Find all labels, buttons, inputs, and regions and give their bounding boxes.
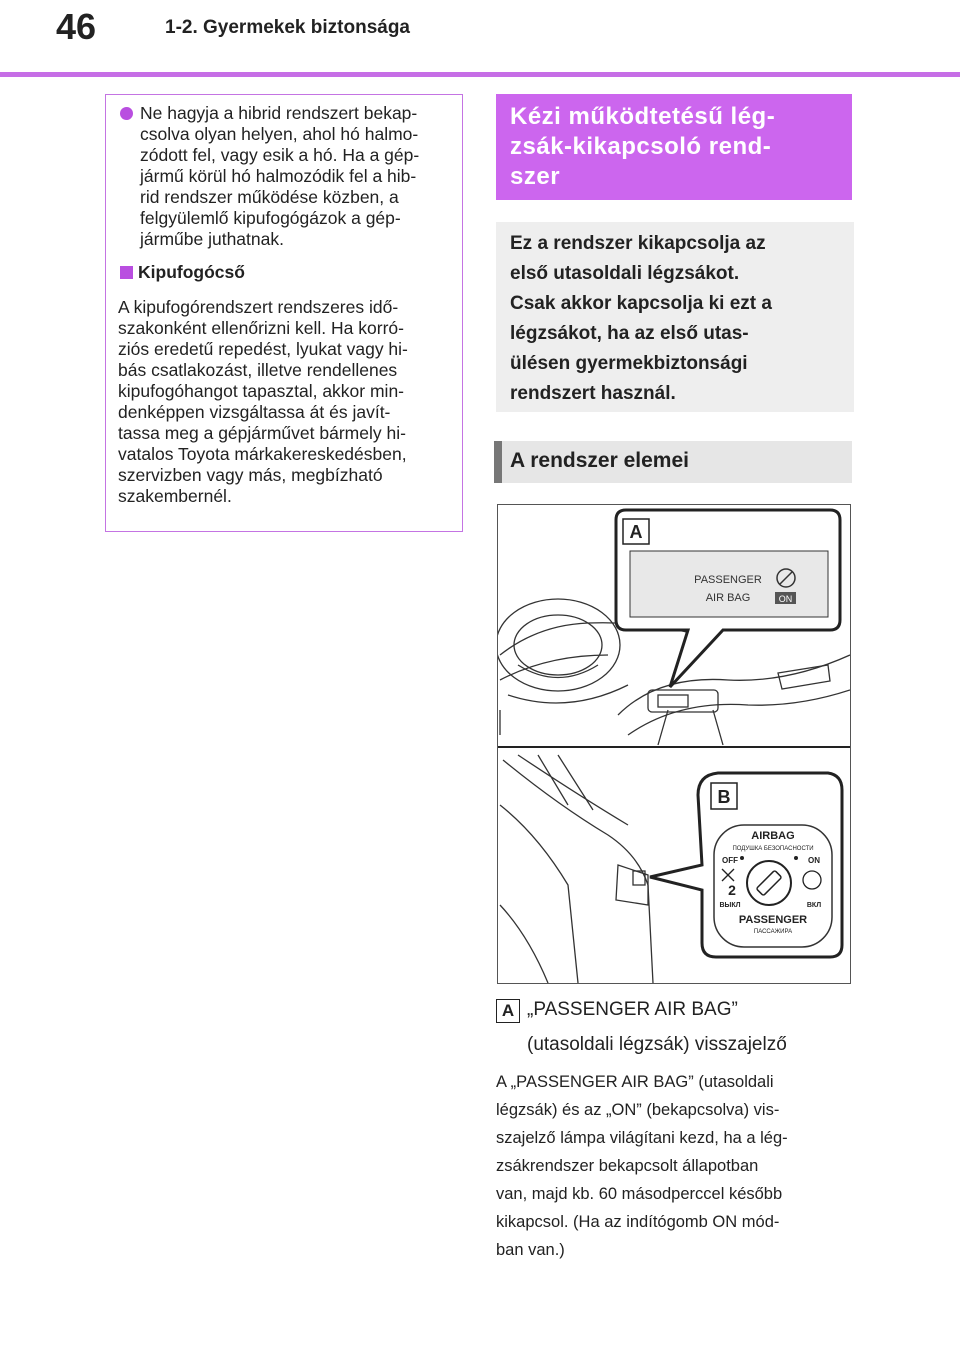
summary-line: Ez a rendszer kikapcsolja az xyxy=(510,233,766,254)
summary-line: ülésen gyermekbiztonsági xyxy=(510,353,748,374)
summary-line: első utasoldali légzsákot. xyxy=(510,263,740,284)
summary-line: Csak akkor kapcsolja ki ezt a xyxy=(510,293,772,314)
snow-warning-line: jármű körül hó halmozódik fel a hib- xyxy=(140,166,417,186)
section-title-banner xyxy=(496,94,852,200)
description-line: A „PASSENGER AIR BAG” (utasoldali xyxy=(496,1073,774,1091)
exhaust-line: szakembernél. xyxy=(118,486,232,506)
snow-warning-line: járműbe juthatnak. xyxy=(140,229,284,249)
heading-accent-bar xyxy=(494,441,502,483)
page-number: 46 xyxy=(56,6,97,47)
caption-badge: A xyxy=(496,999,520,1023)
snow-warning-line: felgyülemlő kipufogógázok a gép- xyxy=(140,208,401,228)
components-heading-text: A rendszer elemei xyxy=(510,449,689,472)
caution-box xyxy=(105,94,463,532)
square-bullet-icon xyxy=(120,266,133,279)
exhaust-subheading-text: Kipufogócső xyxy=(138,262,245,282)
description-line: kikapcsol. (Ha az indítógomb ON mód- xyxy=(496,1213,780,1231)
exhaust-line: A kipufogórendszert rendszeres idő- xyxy=(118,297,399,317)
summary-line: rendszert használ. xyxy=(510,383,676,404)
callout-a-label: A xyxy=(629,522,643,542)
illustration-svg xyxy=(498,505,851,984)
description-line: légzsák) és az „ON” (bekapcsolva) vis- xyxy=(496,1101,780,1119)
indicator-description xyxy=(496,1068,856,1264)
snow-warning-line: csolva olyan helyen, ahol hó halmo- xyxy=(140,124,419,144)
switch-airbag: AIRBAG xyxy=(751,830,795,842)
callout-b-label: B xyxy=(717,787,731,807)
indicator-text-1: PASSENGER xyxy=(694,574,762,586)
switch-on-ru: ВКЛ xyxy=(806,902,822,909)
exhaust-line: tassa meg a gépjárművet bármely hi- xyxy=(118,423,406,443)
exhaust-subheading xyxy=(118,262,450,283)
exhaust-line: denképpen vizsgáltassa át és javít- xyxy=(118,402,391,422)
banner-line: Kézi működtetésű lég- xyxy=(510,103,776,130)
snow-warning-line: rid rendszer működése közben, a xyxy=(140,187,399,207)
summary-line: légzsákot, ha az első utas- xyxy=(510,323,749,344)
exhaust-line: szervizben vagy más, megbízható xyxy=(118,465,383,485)
snow-warning-line: Ne hagyja a hibrid rendszert bekap- xyxy=(140,103,418,123)
description-line: ban van.) xyxy=(496,1241,565,1259)
snow-warning xyxy=(118,103,450,250)
switch-seat-number: 2 xyxy=(728,882,736,898)
header-rule xyxy=(0,72,960,77)
exhaust-line: kipufogóhangot tapasztal, akkor min- xyxy=(118,381,404,401)
caption-title: „PASSENGER AIR BAG” xyxy=(527,999,738,1020)
caption-subtitle: (utasoldali légzsák) visszajelző xyxy=(527,1034,787,1055)
switch-off-ru: ВЫКЛ xyxy=(719,902,741,909)
switch-off: OFF xyxy=(722,856,738,865)
bullet-dot-icon xyxy=(120,107,133,120)
exhaust-paragraph xyxy=(118,297,450,507)
exhaust-line: szakonként ellenőrizni kell. Ha korró- xyxy=(118,318,404,338)
chapter-title: 1-2. Gyermekek biztonsága xyxy=(165,17,410,38)
summary-box xyxy=(496,222,854,412)
components-heading xyxy=(494,441,852,483)
description-line: van, majd kb. 60 másodperccel később xyxy=(496,1185,783,1203)
banner-line: zsák-kikapcsoló rend- xyxy=(510,133,772,160)
description-line: zsákrendszer bekapcsolt állapotban xyxy=(496,1157,759,1175)
switch-airbag-ru: ПОДУШКА БЕЗОПАСНОСТИ xyxy=(732,846,814,852)
airbag-system-illustration xyxy=(497,504,851,984)
exhaust-line: bás csatlakozást, illetve rendellenes xyxy=(118,360,398,380)
snow-warning-line: zódott fel, vagy esik a hó. Ha a gép- xyxy=(140,145,420,165)
switch-passenger: PASSENGER xyxy=(738,914,808,926)
switch-passenger-ru: ПАССАЖИРА xyxy=(753,929,793,935)
banner-line: szer xyxy=(510,163,561,190)
indicator-on: ON xyxy=(778,594,793,604)
exhaust-line: ziós eredetű repedést, lyukat vagy hi- xyxy=(118,339,408,359)
switch-on: ON xyxy=(808,856,820,865)
exhaust-line: vatalos Toyota márkakereskedésben, xyxy=(118,444,407,464)
description-line: szajelző lámpa világítani kezd, ha a lég- xyxy=(496,1129,788,1147)
indicator-text-2: AIR BAG xyxy=(705,592,751,604)
